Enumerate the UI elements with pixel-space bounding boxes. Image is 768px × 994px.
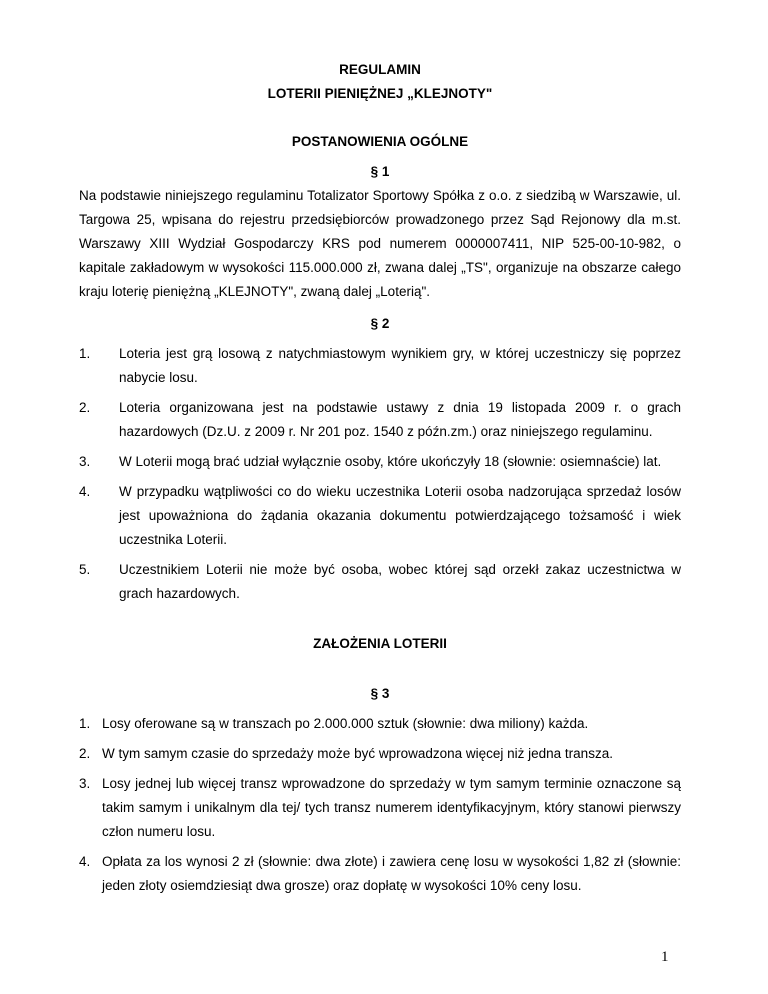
list-item-text: Loteria organizowana jest na podstawie ustawy z dnia 19 listopada 2009 r. o grach hazardowych (Dz.U. z 2009 r. Nr 201 poz. 1540 z późn.zm.) oraz niniejszego regulaminu. <box>119 400 681 439</box>
list-item-text: W tym samym czasie do sprzedaży może być wprowadzona więcej niż jedna transza. <box>102 746 613 761</box>
list-item-number: 1. <box>79 716 91 731</box>
list-item-number: 1. <box>79 346 91 361</box>
paragraph-mark-3: § 3 <box>370 686 390 701</box>
list-item <box>79 342 681 390</box>
list-item-number: 4. <box>79 484 91 499</box>
list-item-number: 4. <box>79 854 91 869</box>
list-item <box>79 450 681 474</box>
list-item-number: 5. <box>79 562 91 577</box>
paragraph-mark-2: § 2 <box>370 316 390 331</box>
paragraph-3-list <box>79 712 681 898</box>
list-item-number: 3. <box>79 776 91 791</box>
paragraph-1-text: Na podstawie niniejszego regulaminu Totalizator Sportowy Spółka z o.o. z siedzibą w Warszawie, ul. Targowa 25, wpisana do rejestru przedsiębiorców prowadzonego przez Sąd Rejonowy dla m.st. Warszawy XIII Wydział Gospodarczy KRS pod numerem 0000007411, NIP 525-00-10-982, o kapitale zakładowym w wysokości 115.000.000 zł, zwana dalej „TS", organizuje na obszarze całego kraju loterię pieniężną „KLEJNOTY", zwaną dalej „Loterią". <box>79 188 681 299</box>
paragraph-mark-1: § 1 <box>370 164 390 179</box>
list-item-text: Opłata za los wynosi 2 zł (słownie: dwa złote) i zawiera cenę losu w wysokości 1,82 zł (słownie: jeden złoty osiemdziesiąt dwa grosze) oraz dopłatę w wysokości 10% ceny losu. <box>102 854 681 893</box>
list-item <box>79 772 681 844</box>
list-item <box>79 742 681 766</box>
section-heading-assumptions: ZAŁOŻENIA LOTERII <box>313 636 447 651</box>
list-item-text: Losy oferowane są w transzach po 2.000.000 sztuk (słownie: dwa miliony) każda. <box>102 716 589 731</box>
list-item <box>79 850 681 898</box>
list-item <box>79 396 681 444</box>
list-item <box>79 712 681 736</box>
list-item <box>79 480 681 552</box>
document-title: REGULAMIN <box>339 62 421 77</box>
document-page <box>79 58 681 898</box>
list-item-text: Losy jednej lub więcej transz wprowadzone do sprzedaży w tym samym terminie oznaczone są takim samym i unikalnym dla tej/ tych transz numerem identyfikacyjnym, który stanowi pierwszy człon numeru losu. <box>102 776 681 839</box>
document-subtitle: LOTERII PIENIĘŻNEJ „KLEJNOTY" <box>267 86 493 101</box>
list-item-number: 2. <box>79 400 91 415</box>
paragraph-2-list <box>79 342 681 606</box>
page-number: 1 <box>661 949 669 965</box>
section-heading-general: POSTANOWIENIA OGÓLNE <box>291 134 469 149</box>
list-item-text: Loteria jest grą losową z natychmiastowym wynikiem gry, w której uczestniczy się poprzez nabycie losu. <box>119 346 681 385</box>
list-item-number: 2. <box>79 746 91 761</box>
list-item-number: 3. <box>79 454 91 469</box>
list-item-text: W Loterii mogą brać udział wyłącznie osoby, które ukończyły 18 (słownie: osiemnaście) lat. <box>119 454 662 469</box>
list-item-text: Uczestnikiem Loterii nie może być osoba, wobec której sąd orzekł zakaz uczestnictwa w grach hazardowych. <box>119 562 681 601</box>
list-item-text: W przypadku wątpliwości co do wieku uczestnika Loterii osoba nadzorująca sprzedaż losów jest upoważniona do żądania okazania dokumentu potwierdzającego tożsamość i wiek uczestnika Loterii. <box>119 484 681 547</box>
list-item <box>79 558 681 606</box>
